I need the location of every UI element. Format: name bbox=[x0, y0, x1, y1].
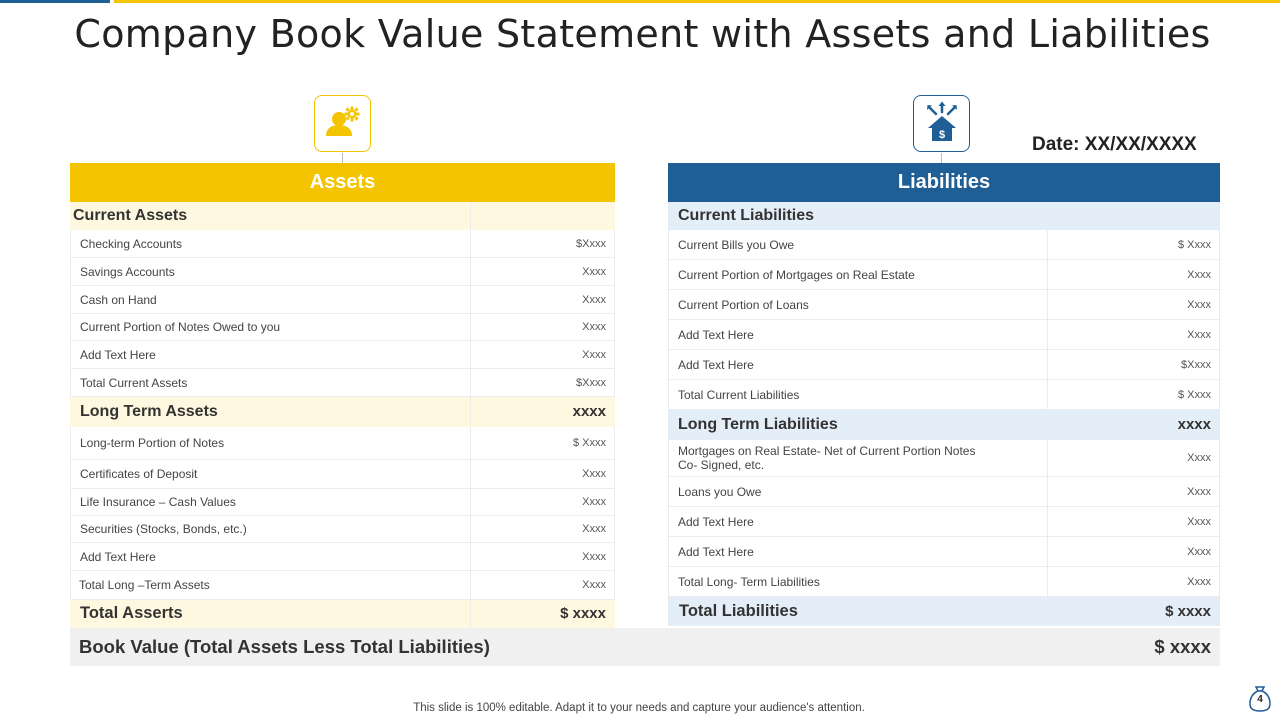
row-label: Current Bills you Owe bbox=[669, 230, 1048, 259]
row-label: Life Insurance – Cash Values bbox=[71, 489, 471, 515]
row-value: $Xxxx bbox=[1181, 358, 1211, 371]
section-label: Current Liabilities bbox=[669, 202, 1048, 229]
section-value: xxxx bbox=[1177, 416, 1211, 433]
statement-date: Date: XX/XX/XXXX bbox=[1032, 134, 1197, 155]
liabilities-header: Liabilities bbox=[668, 163, 1220, 202]
row-label bbox=[669, 440, 1048, 476]
row-label: Add Text Here bbox=[71, 543, 471, 570]
table-row bbox=[70, 369, 615, 397]
section-label: Long Term Liabilities bbox=[669, 410, 1048, 439]
assets-table bbox=[70, 163, 615, 628]
table-row bbox=[668, 477, 1220, 507]
book-value-label: Book Value (Total Assets Less Total Liabilities) bbox=[79, 636, 490, 657]
row-value: Xxxx bbox=[582, 579, 606, 591]
table-row bbox=[70, 258, 615, 286]
row-value: Xxxx bbox=[582, 321, 606, 333]
row-label: Securities (Stocks, Bonds, etc.) bbox=[71, 516, 471, 542]
table-row bbox=[668, 507, 1220, 537]
person-gear-icon bbox=[315, 96, 372, 153]
assets-icon-connector bbox=[342, 153, 343, 163]
row-label: Add Text Here bbox=[669, 320, 1048, 349]
table-row bbox=[668, 380, 1220, 410]
page-number: 4 bbox=[1257, 694, 1263, 705]
table-row bbox=[70, 230, 615, 258]
row-value: Xxxx bbox=[582, 550, 606, 563]
row-value: Xxxx bbox=[1187, 515, 1211, 528]
row-value: Xxxx bbox=[1187, 268, 1211, 281]
row-label: Add Text Here bbox=[71, 341, 471, 368]
row-label: Add Text Here bbox=[669, 507, 1048, 536]
table-row bbox=[70, 314, 615, 341]
row-value: Xxxx bbox=[1187, 575, 1211, 588]
top-accent-bar-blue bbox=[0, 0, 110, 3]
row-label: Total Current Liabilities bbox=[669, 380, 1048, 409]
row-label: Current Portion of Loans bbox=[669, 290, 1048, 319]
page-title: Company Book Value Statement with Assets and Liabilities bbox=[74, 12, 1211, 56]
row-label: Savings Accounts bbox=[71, 258, 471, 285]
long-term-liabilities-section bbox=[668, 410, 1220, 440]
book-value-amount: $ xxxx bbox=[1154, 636, 1211, 657]
row-label: Certificates of Deposit bbox=[71, 460, 471, 488]
row-label: Long-term Portion of Notes bbox=[71, 427, 471, 459]
row-value: Xxxx bbox=[582, 293, 606, 306]
table-row bbox=[70, 427, 615, 460]
assets-icon-box bbox=[314, 95, 371, 152]
row-label: Total Long –Term Assets bbox=[71, 571, 471, 599]
row-label-line-2: Co- Signed, etc. bbox=[678, 458, 765, 472]
table-row bbox=[668, 260, 1220, 290]
table-row bbox=[70, 286, 615, 314]
row-value: Xxxx bbox=[1187, 545, 1211, 558]
row-label: Checking Accounts bbox=[71, 230, 471, 257]
total-label: Total Liabilities bbox=[669, 597, 1048, 625]
section-label: Current Assets bbox=[71, 202, 471, 229]
table-row bbox=[668, 320, 1220, 350]
row-label: Add Text Here bbox=[669, 350, 1048, 379]
house-dollar-arrows-icon bbox=[914, 96, 971, 153]
row-value: Xxxx bbox=[582, 348, 606, 361]
row-value: Xxxx bbox=[1187, 328, 1211, 341]
table-row bbox=[668, 440, 1220, 477]
table-row bbox=[668, 290, 1220, 320]
row-label: Total Long- Term Liabilities bbox=[669, 567, 1048, 596]
row-label: Current Portion of Mortgages on Real Estate bbox=[669, 260, 1048, 289]
section-value: xxxx bbox=[572, 403, 606, 420]
row-label: Add Text Here bbox=[669, 537, 1048, 566]
total-liabilities-row bbox=[668, 597, 1220, 626]
table-row bbox=[70, 571, 615, 600]
row-value: Xxxx bbox=[1187, 452, 1211, 464]
liabilities-icon-connector bbox=[941, 153, 942, 163]
row-value: Xxxx bbox=[582, 265, 606, 278]
current-liabilities-section bbox=[668, 202, 1220, 230]
row-label: Loans you Owe bbox=[669, 477, 1048, 506]
row-value: $ Xxxx bbox=[1177, 238, 1211, 251]
row-label-line-1: Mortgages on Real Estate- Net of Current Portion Notes bbox=[678, 444, 976, 458]
row-value: $Xxxx bbox=[576, 237, 606, 250]
table-row bbox=[70, 460, 615, 489]
row-value: $ Xxxx bbox=[1177, 388, 1211, 401]
row-label: Cash on Hand bbox=[71, 286, 471, 313]
current-assets-section bbox=[70, 202, 615, 230]
long-term-assets-section bbox=[70, 397, 615, 427]
row-value: Xxxx bbox=[1187, 485, 1211, 498]
table-row bbox=[70, 341, 615, 369]
row-value: Xxxx bbox=[582, 468, 606, 480]
row-value: $Xxxx bbox=[576, 376, 606, 389]
row-value: Xxxx bbox=[1187, 298, 1211, 311]
row-label: Total Current Assets bbox=[71, 369, 471, 396]
table-row bbox=[668, 350, 1220, 380]
footer-note: This slide is 100% editable. Adapt it to your needs and capture your audience's attention. bbox=[413, 702, 865, 714]
total-label: Total Asserts bbox=[71, 600, 471, 627]
total-value: $ xxxx bbox=[1165, 602, 1211, 620]
row-value: Xxxx bbox=[582, 523, 606, 535]
table-row bbox=[70, 543, 615, 571]
table-row bbox=[668, 537, 1220, 567]
table-row bbox=[70, 489, 615, 516]
liabilities-icon-box bbox=[913, 95, 970, 152]
table-row bbox=[70, 516, 615, 543]
svg-text:$: $ bbox=[938, 129, 946, 141]
section-label: Long Term Assets bbox=[71, 397, 471, 426]
page-number-badge bbox=[1248, 684, 1272, 712]
table-row bbox=[668, 230, 1220, 260]
total-assets-row bbox=[70, 600, 615, 628]
row-label: Current Portion of Notes Owed to you bbox=[71, 314, 471, 340]
row-value: $ Xxxx bbox=[572, 437, 606, 449]
liabilities-table bbox=[668, 163, 1220, 626]
assets-header: Assets bbox=[70, 163, 615, 202]
top-accent-bar-yellow bbox=[114, 0, 1280, 3]
row-value: Xxxx bbox=[582, 496, 606, 508]
total-value: $ xxxx bbox=[560, 605, 606, 622]
table-row bbox=[668, 567, 1220, 597]
book-value-row bbox=[70, 628, 1220, 666]
